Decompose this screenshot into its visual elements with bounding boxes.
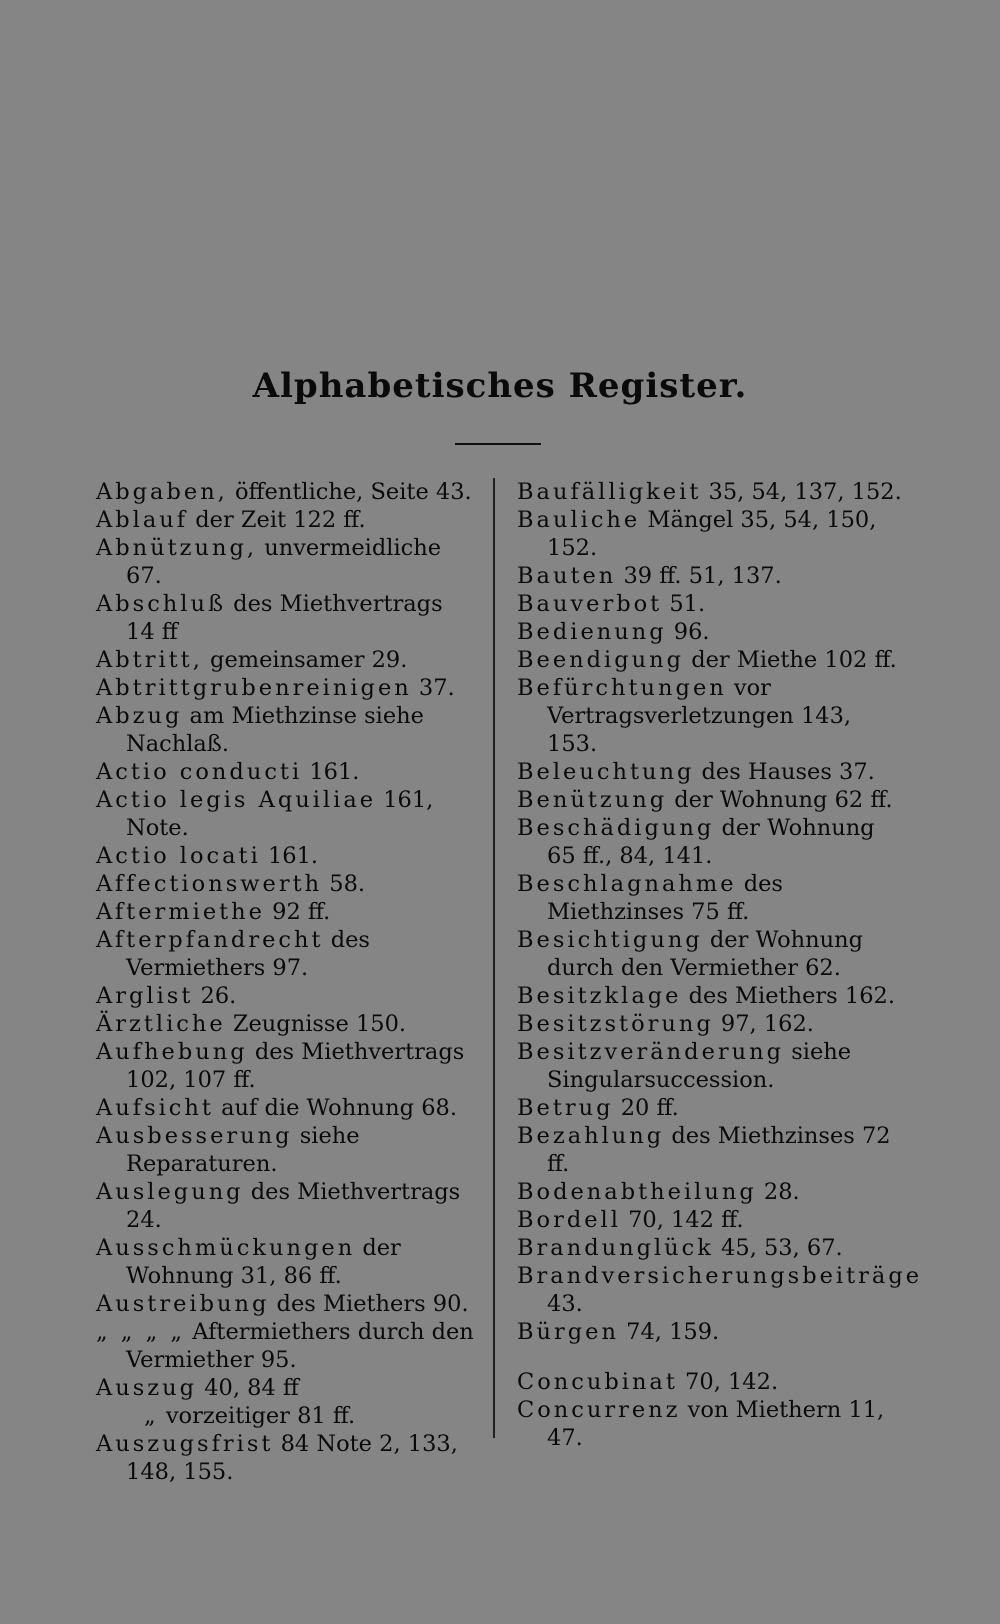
register-entry (96, 786, 476, 842)
entry-references: vor Vertragsverletzungen 143, 153. (547, 675, 852, 757)
register-entry (96, 870, 476, 898)
entry-references: 97, 162. (713, 1011, 814, 1037)
entry-references: am Miethzinse siehe Nachlaß. (126, 703, 424, 757)
entry-keyword: Arglist (96, 983, 194, 1009)
entry-references: des Vermiethers 97. (126, 927, 370, 981)
entry-keyword: Beendigung (517, 647, 685, 673)
register-entry (96, 1094, 476, 1122)
register-entry (96, 1234, 476, 1290)
entry-references: 161. (302, 759, 360, 785)
register-entry (517, 1094, 902, 1122)
entry-keyword: Aufsicht (96, 1095, 214, 1121)
entry-references: 70, 142 ff. (620, 1207, 744, 1233)
entry-references: 35, 54, 137, 152. (701, 479, 902, 505)
entry-keyword: Ärztliche (96, 1011, 226, 1037)
register-entry (96, 1290, 476, 1318)
entry-references: des Hauses 37. (694, 759, 875, 785)
register-entry (517, 926, 902, 982)
register-entry (517, 870, 902, 926)
entry-references: des Miethzinses 72 ff. (547, 1123, 891, 1177)
title-rule (455, 443, 541, 445)
entry-keyword: Concubinat (517, 1369, 678, 1395)
register-entry (517, 758, 902, 786)
register-entry (517, 478, 902, 506)
entry-references: gemeinsamer 29. (202, 647, 408, 673)
entry-references: Aftermiethers durch den Vermiether 95. (126, 1319, 474, 1373)
register-entry (96, 1318, 476, 1374)
entry-keyword: Brandversicherungsbeiträge (517, 1263, 923, 1289)
entry-references: 92 ff. (265, 899, 331, 925)
entry-keyword: Abschluß (96, 591, 227, 617)
entry-references: siehe Singularsuccession. (547, 1039, 852, 1093)
entry-references: 84 Note 2, 133, 148, 155. (126, 1431, 458, 1485)
entry-references: der Zeit 122 ff. (188, 507, 366, 533)
entry-keyword: Auslegung (96, 1179, 244, 1205)
entry-references: 28. (756, 1179, 800, 1205)
register-entry (517, 1038, 902, 1094)
register-entry (517, 1368, 902, 1396)
entry-keyword: Besitzklage (517, 983, 682, 1009)
entry-references: der Wohnung 65 ff., 84, 141. (547, 815, 875, 869)
entry-keyword: Actio legis Aquiliae (96, 787, 377, 813)
entry-keyword: Concurrenz (517, 1397, 681, 1423)
entry-keyword: Besitzstörung (517, 1011, 714, 1037)
entry-references: des Miethvertrags 14 ff (126, 591, 443, 645)
entry-references: 43. (547, 1291, 583, 1317)
register-entry (96, 1122, 476, 1178)
entry-keyword: Abtrittgrubenreinigen (96, 675, 412, 701)
register-entry (517, 1122, 902, 1178)
register-entry (96, 926, 476, 982)
register-entry (517, 1318, 902, 1346)
register-entry (517, 646, 902, 674)
register-entry (96, 478, 476, 506)
register-entry (96, 1430, 476, 1486)
register-entry (96, 1402, 476, 1430)
entry-keyword: Auszugsfrist (96, 1431, 274, 1457)
entry-keyword: Affectionswerth (96, 871, 323, 897)
register-entry (96, 534, 476, 590)
entry-references: Mängel 35, 54, 150, 152. (547, 507, 877, 561)
entry-keyword: Beschlagnahme (517, 871, 737, 897)
entry-keyword: Besitzveränderung (517, 1039, 785, 1065)
entry-keyword: Benützung (517, 787, 668, 813)
page-title: Alphabetisches Register. (252, 366, 748, 406)
entry-keyword: Afterpfandrecht (96, 927, 324, 953)
register-entry (96, 758, 476, 786)
register-entry (517, 1234, 902, 1262)
register-entry (96, 842, 476, 870)
entry-keyword: Betrug (517, 1095, 614, 1121)
entry-references: 37. (411, 675, 455, 701)
entry-keyword: Actio locati (96, 843, 261, 869)
entry-references: von Miethern 11, 47. (547, 1397, 885, 1451)
entry-keyword: „ „ „ „ (96, 1319, 186, 1345)
entry-keyword: Baufälligkeit (517, 479, 702, 505)
entry-keyword: Bauten (517, 563, 617, 589)
entry-keyword: Befürchtungen (517, 675, 727, 701)
column-divider (493, 478, 495, 1438)
entry-keyword: Abgaben, (96, 479, 228, 505)
register-entry (517, 1010, 902, 1038)
register-entry (517, 590, 902, 618)
entry-references: siehe Reparaturen. (126, 1123, 360, 1177)
entry-keyword: Ausbesserung (96, 1123, 293, 1149)
register-entry (517, 562, 902, 590)
entry-keyword: Bauliche (517, 507, 641, 533)
entry-references: des Miethvertrags 24. (126, 1179, 461, 1233)
entry-keyword: Bedienung (517, 619, 667, 645)
entry-keyword: Auszug (96, 1375, 198, 1401)
entry-references: 51. (662, 591, 706, 617)
entry-references: 26. (193, 983, 237, 1009)
entry-keyword: „ (144, 1403, 159, 1429)
register-entry (517, 1262, 923, 1318)
entry-keyword: Abnützung, (96, 535, 258, 561)
register-entry (96, 646, 476, 674)
entry-keyword: Bürgen (517, 1319, 619, 1345)
entry-references: 58. (322, 871, 366, 897)
register-entry (517, 814, 902, 870)
entry-references: auf die Wohnung 68. (213, 1095, 458, 1121)
entry-references: 70, 142. (677, 1369, 779, 1395)
register-entry (96, 590, 476, 646)
entry-keyword: Beleuchtung (517, 759, 695, 785)
entry-references: 45, 53, 67. (713, 1235, 843, 1261)
entry-keyword: Bordell (517, 1207, 621, 1233)
register-entry (517, 786, 902, 814)
entry-references: der Miethe 102 ff. (684, 647, 897, 673)
entry-references: der Wohnung 31, 86 ff. (126, 1235, 401, 1289)
entry-keyword: Bauverbot (517, 591, 663, 617)
register-entry (517, 674, 902, 758)
register-entry (96, 702, 476, 758)
entry-references: Zeugnisse 150. (225, 1011, 407, 1037)
register-entry (96, 1010, 476, 1038)
register-entry (517, 982, 902, 1010)
register-entry (517, 506, 902, 562)
entry-references: der Wohnung durch den Vermiether 62. (547, 927, 864, 981)
entry-references: des Miethers 90. (269, 1291, 469, 1317)
register-entry (96, 898, 476, 926)
register-entry (517, 1178, 902, 1206)
left-column (96, 478, 476, 1486)
entry-references: vorzeitiger 81 ff. (158, 1403, 356, 1429)
entry-references: 74, 159. (619, 1319, 720, 1345)
entry-keyword: Austreibung (96, 1291, 270, 1317)
register-entry (96, 1178, 476, 1234)
register-entry (96, 506, 476, 534)
register-entry (96, 674, 476, 702)
entry-references: der Wohnung 62 ff. (667, 787, 893, 813)
entry-keyword: Aftermiethe (96, 899, 265, 925)
entry-keyword: Beschädigung (517, 815, 715, 841)
entry-references: 96. (666, 619, 710, 645)
entry-keyword: Ausschmückungen (96, 1235, 356, 1261)
entry-references: unvermeidliche 67. (126, 535, 442, 589)
entry-references: 20 ff. (613, 1095, 679, 1121)
entry-references: des Miethers 162. (681, 983, 895, 1009)
register-entry (96, 982, 476, 1010)
entry-keyword: Abzug (96, 703, 183, 729)
entry-keyword: Brandunglück (517, 1235, 714, 1261)
entry-keyword: Ablauf (96, 507, 189, 533)
register-entry (96, 1038, 476, 1094)
entry-keyword: Bodenabtheilung (517, 1179, 757, 1205)
register-entry (96, 1374, 476, 1402)
entry-keyword: Abtritt, (96, 647, 203, 673)
right-column (517, 478, 923, 1452)
entry-references: 40, 84 ff (197, 1375, 299, 1401)
entry-references: öffentliche, Seite 43. (227, 479, 472, 505)
entry-references: des Miethvertrags 102, 107 ff. (126, 1039, 465, 1093)
entry-references: 39 ff. 51, 137. (616, 563, 782, 589)
entry-references: des Miethzinses 75 ff. (547, 871, 783, 925)
entry-references: 161, Note. (126, 787, 434, 841)
entry-keyword: Actio conducti (96, 759, 303, 785)
register-entry (517, 1396, 902, 1452)
entry-references: 161. (260, 843, 319, 869)
entry-keyword: Aufhebung (96, 1039, 248, 1065)
entry-keyword: Besichtigung (517, 927, 703, 953)
register-entry (517, 618, 902, 646)
entry-keyword: Bezahlung (517, 1123, 665, 1149)
register-entry (517, 1206, 902, 1234)
